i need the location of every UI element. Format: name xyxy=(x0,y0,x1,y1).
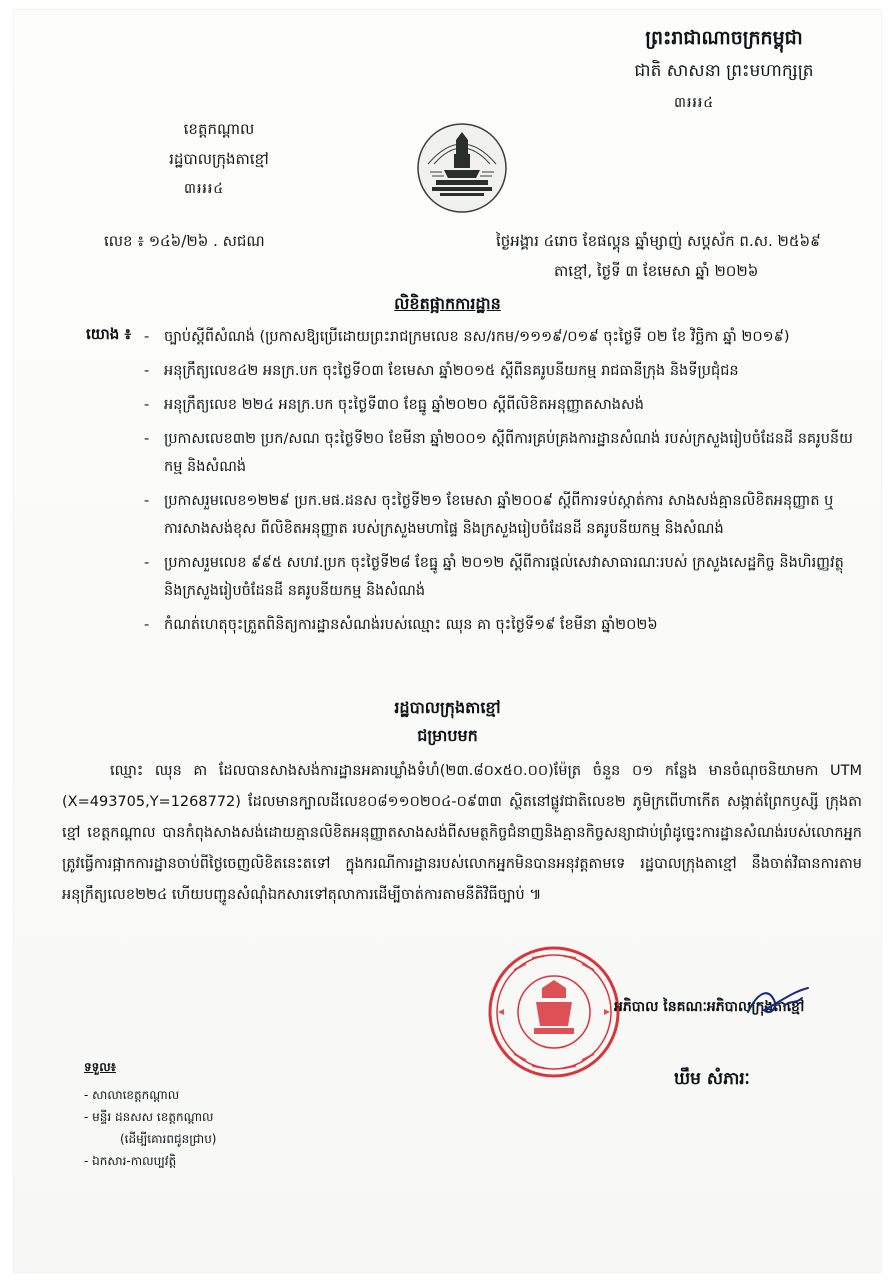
recipient-note: (ដើម្បីគោរពជូនជ្រាប) xyxy=(120,1132,217,1146)
kingdom-heading: ព្រះរាជាណាចក្រកម្ពុជា xyxy=(645,27,803,49)
handwritten-signature xyxy=(744,982,814,1022)
document-number: លេខ ៖ ១៤៦/២៦ . សជណ xyxy=(104,232,265,250)
reference-text: កំណត់ហេតុចុះត្រួតពិនិត្យការដ្ឋានសំណង់របស់ឈ្មោះ ឈុន គា ចុះថ្ងៃទី១៩ ខែមីនា ឆ្នាំ២០២៦ xyxy=(164,617,658,633)
reference-item: - ប្រកាសលេខ៣២ ប្រក/សណ ចុះថ្ងៃទី២០ ខែមីនា ឆ្នាំ២០០១ ស្ដីពីការគ្រប់គ្រងការដ្ឋានសំណង់ របស់ក្រសួងរៀបចំដែនដី នគរូបនីយកម្ម និងសំណង់ xyxy=(144,425,854,481)
official-seal xyxy=(484,942,624,1082)
document-page xyxy=(14,10,881,1272)
heading-ornament: ៣៛៛៛៤ xyxy=(674,95,715,111)
lunar-date: ថ្ងៃអង្គារ ៤រោច ខែផល្គុន ឆ្នាំម្សាញ់ សប្តស័ក ព.ស. ២៥៦៩ xyxy=(496,232,821,250)
national-motto: ជាតិ សាសនា ព្រះមហាក្សត្រ xyxy=(634,61,814,81)
reference-label: យោង ៖ xyxy=(86,325,132,343)
reference-item: - កំណត់ហេតុចុះត្រួតពិនិត្យការដ្ឋានសំណង់របស់ឈ្មោះ ឈុន គា ចុះថ្ងៃទី១៩ ខែមីនា ឆ្នាំ២០២៦ xyxy=(144,611,854,639)
recipient-item: - មន្ទីរ ដនសស ខេត្តកណ្តាល xyxy=(84,1110,214,1124)
administration-name: រដ្ឋបាលក្រុងតាខ្មៅ xyxy=(169,150,269,168)
recipients-label: ទទួល៖ xyxy=(84,1060,116,1074)
recipient-item: - សាលាខេត្តកណ្តាល xyxy=(84,1088,180,1102)
reference-text: ច្បាប់ស្ដីពីសំណង់ (ប្រកាសឱ្យប្រើដោយព្រះរាជក្រមលេខ នស/រកម/១១១៩/០១៩ ចុះថ្ងៃទី ០២ ខែ វិច្ឆិកា ឆ្នាំ ២០១៩) xyxy=(164,329,790,345)
reference-text: ប្រកាសរួមលេខ ៩៩៥ សហវ.ប្រក ចុះថ្ងៃទី២៨ ខែធ្នូ ឆ្នាំ ២០១២ ស្តីពីការផ្ដល់សេវាសាធារណៈរបស់ ក្រសួងសេដ្ឋកិច្ច និងហិរញ្ញវត្ថុ និងក្រសួងរៀបចំដែនដី នគរូបនីយកម្ម និងសំណង់ xyxy=(164,555,844,599)
reference-item: - ច្បាប់ស្ដីពីសំណង់ (ប្រកាសឱ្យប្រើដោយព្រះរាជក្រមលេខ នស/រកម/១១១៩/០១៩ ចុះថ្ងៃទី ០២ ខែ វិច្ឆិកា ឆ្នាំ ២០១៩) xyxy=(144,323,854,351)
reference-item: - អនុក្រឹត្យលេខ ២២៤ អនក្រ.បក ចុះថ្ងៃទី៣០ ខែធ្នូ ឆ្នាំ២០២០ ស្តីពីលិខិតអនុញ្ញាតសាងសង់ xyxy=(144,391,854,419)
recipients-list xyxy=(84,1084,217,1172)
reference-item: - អនុក្រឹត្យលេខ៤២ អនក្រ.បក ចុះថ្ងៃទី០៣ ខែមេសា ឆ្នាំ២០១៥ ស្ដីពីនគរូបនីយកម្ម រាជធានីក្រុង និងទីប្រជុំជន xyxy=(144,357,854,385)
signer-name: ឃឹម សំភារៈ xyxy=(674,1069,750,1089)
issuer-heading: រដ្ឋបាលក្រុងតាខ្មៅ xyxy=(394,698,501,717)
reference-text: ប្រកាសលេខ៣២ ប្រក/សណ ចុះថ្ងៃទី២០ ខែមីនា ឆ្នាំ២០០១ ស្ដីពីការគ្រប់គ្រងការដ្ឋានសំណង់ របស់ក្រសួងរៀបចំដែនដី នគរូបនីយកម្ម និងសំណង់ xyxy=(164,431,853,475)
reference-item: - ប្រកាសរួមលេខ ៩៩៥ សហវ.ប្រក ចុះថ្ងៃទី២៨ ខែធ្នូ ឆ្នាំ ២០១២ ស្តីពីការផ្ដល់សេវាសាធារណៈរបស់ ក្រសួងសេដ្ឋកិច្ច និងហិរញ្ញវត្ថុ និងក្រសួងរៀបចំដែនដី នគរូបនីយកម្ម និងសំណង់ xyxy=(144,549,854,605)
body-paragraph: ឈ្មោះ ឈុន គា ដែលបានសាងសង់ការដ្ឋានអគារឃ្លាំងទំហំ(២៣.៨០x៥០.០០)ម៉ែត្រ ចំនួន ០១ កន្លែង មានចំណុចនិយាមកា UTM (X=493705,Y=1268772) ដែលមានក្បាលដីលេខ០៨១១០២០៤-០៩៣៣ ស្ថិតនៅផ្លូវជាតិលេខ២ ភូមិក្រពើហាកើត សង្កាត់ព្រែកឫស្សី ក្រុងតាខ្មៅ ខេត្តកណ្តាល បានកំពុងសាងសង់ដោយគ្មានលិខិតអនុញ្ញាតសាងសង់ពីសមត្ថកិច្ចជំនាញនិងគ្មានកិច្ចសន្យាជាប់ព្រំដូច្នេះការដ្ឋានសំណង់របស់លោកអ្នកត្រូវធ្វើការផ្អាកការដ្ឋានចាប់ពីថ្ងៃចេញលិខិតនេះតទៅ ក្នុងករណីការដ្ឋានរបស់លោកអ្នកមិនបានអនុវត្តតាមទេ រដ្ឋបាលក្រុងតាខ្មៅ នឹងចាត់វិធានការតាមអនុក្រឹត្យលេខ២២៤ ហើយបញ្ជូនសំណុំឯកសារទៅតុលាការដើម្បីចាត់ការតាមនីតិវិធីច្បាប់ ៕ xyxy=(62,763,862,903)
reference-item: - ប្រកាសរួមលេខ១២២៩ ប្រក.មផ.ដនស ចុះថ្ងៃទី២១ ខែមេសា ឆ្នាំ២០០៩ ស្តីពីការទប់ស្កាត់ការ សាងសង់គ្មានលិខិតអនុញ្ញាត ឬការសាងសង់ខុស ពីលិខិតអនុញ្ញាត របស់ក្រសួងមហាផ្ទៃ និងក្រសួងរៀបចំដែនដី នគរូបនីយកម្ម និងសំណង់ xyxy=(144,487,854,543)
reference-text: ប្រកាសរួមលេខ១២២៩ ប្រក.មផ.ដនស ចុះថ្ងៃទី២១ ខែមេសា ឆ្នាំ២០០៩ ស្តីពីការទប់ស្កាត់ការ សាងសង់គ្មានលិខិតអនុញ្ញាត ឬការសាងសង់ខុស ពីលិខិតអនុញ្ញាត របស់ក្រសួងមហាផ្ទៃ និងក្រសួងរៀបចំដែនដី នគរូបនីយកម្ម និងសំណង់ xyxy=(164,493,834,537)
solar-date: តាខ្មៅ, ថ្ងៃទី ៣ ខែមេសា ឆ្នាំ ២០២៦ xyxy=(554,262,759,280)
signatory-title: អភិបាល នៃគណៈអភិបាលក្រុងតាខ្មៅ xyxy=(614,999,805,1015)
reference-text: អនុក្រឹត្យលេខ ២២៤ អនក្រ.បក ចុះថ្ងៃទី៣០ ខែធ្នូ ឆ្នាំ២០២០ ស្តីពីលិខិតអនុញ្ញាតសាងសង់ xyxy=(164,397,645,413)
reference-text: អនុក្រឹត្យលេខ៤២ អនក្រ.បក ចុះថ្ងៃទី០៣ ខែមេសា ឆ្នាំ២០១៥ ស្ដីពីនគរូបនីយកម្ម រាជធានីក្រុង និងទីប្រជុំជន xyxy=(164,363,739,379)
document-title: លិខិតផ្អាកការដ្ឋាន xyxy=(394,294,501,313)
reference-list xyxy=(144,323,854,645)
notice-heading: ជម្រាបមក xyxy=(417,726,478,745)
emblem-logo xyxy=(414,120,510,216)
recipient-item: - ឯកសារ-កាលប្បវត្តិ xyxy=(84,1154,177,1168)
admin-ornament: ៣៛៛៛៤ xyxy=(184,181,225,197)
province-name: ខេត្តកណ្តាល xyxy=(183,120,255,138)
